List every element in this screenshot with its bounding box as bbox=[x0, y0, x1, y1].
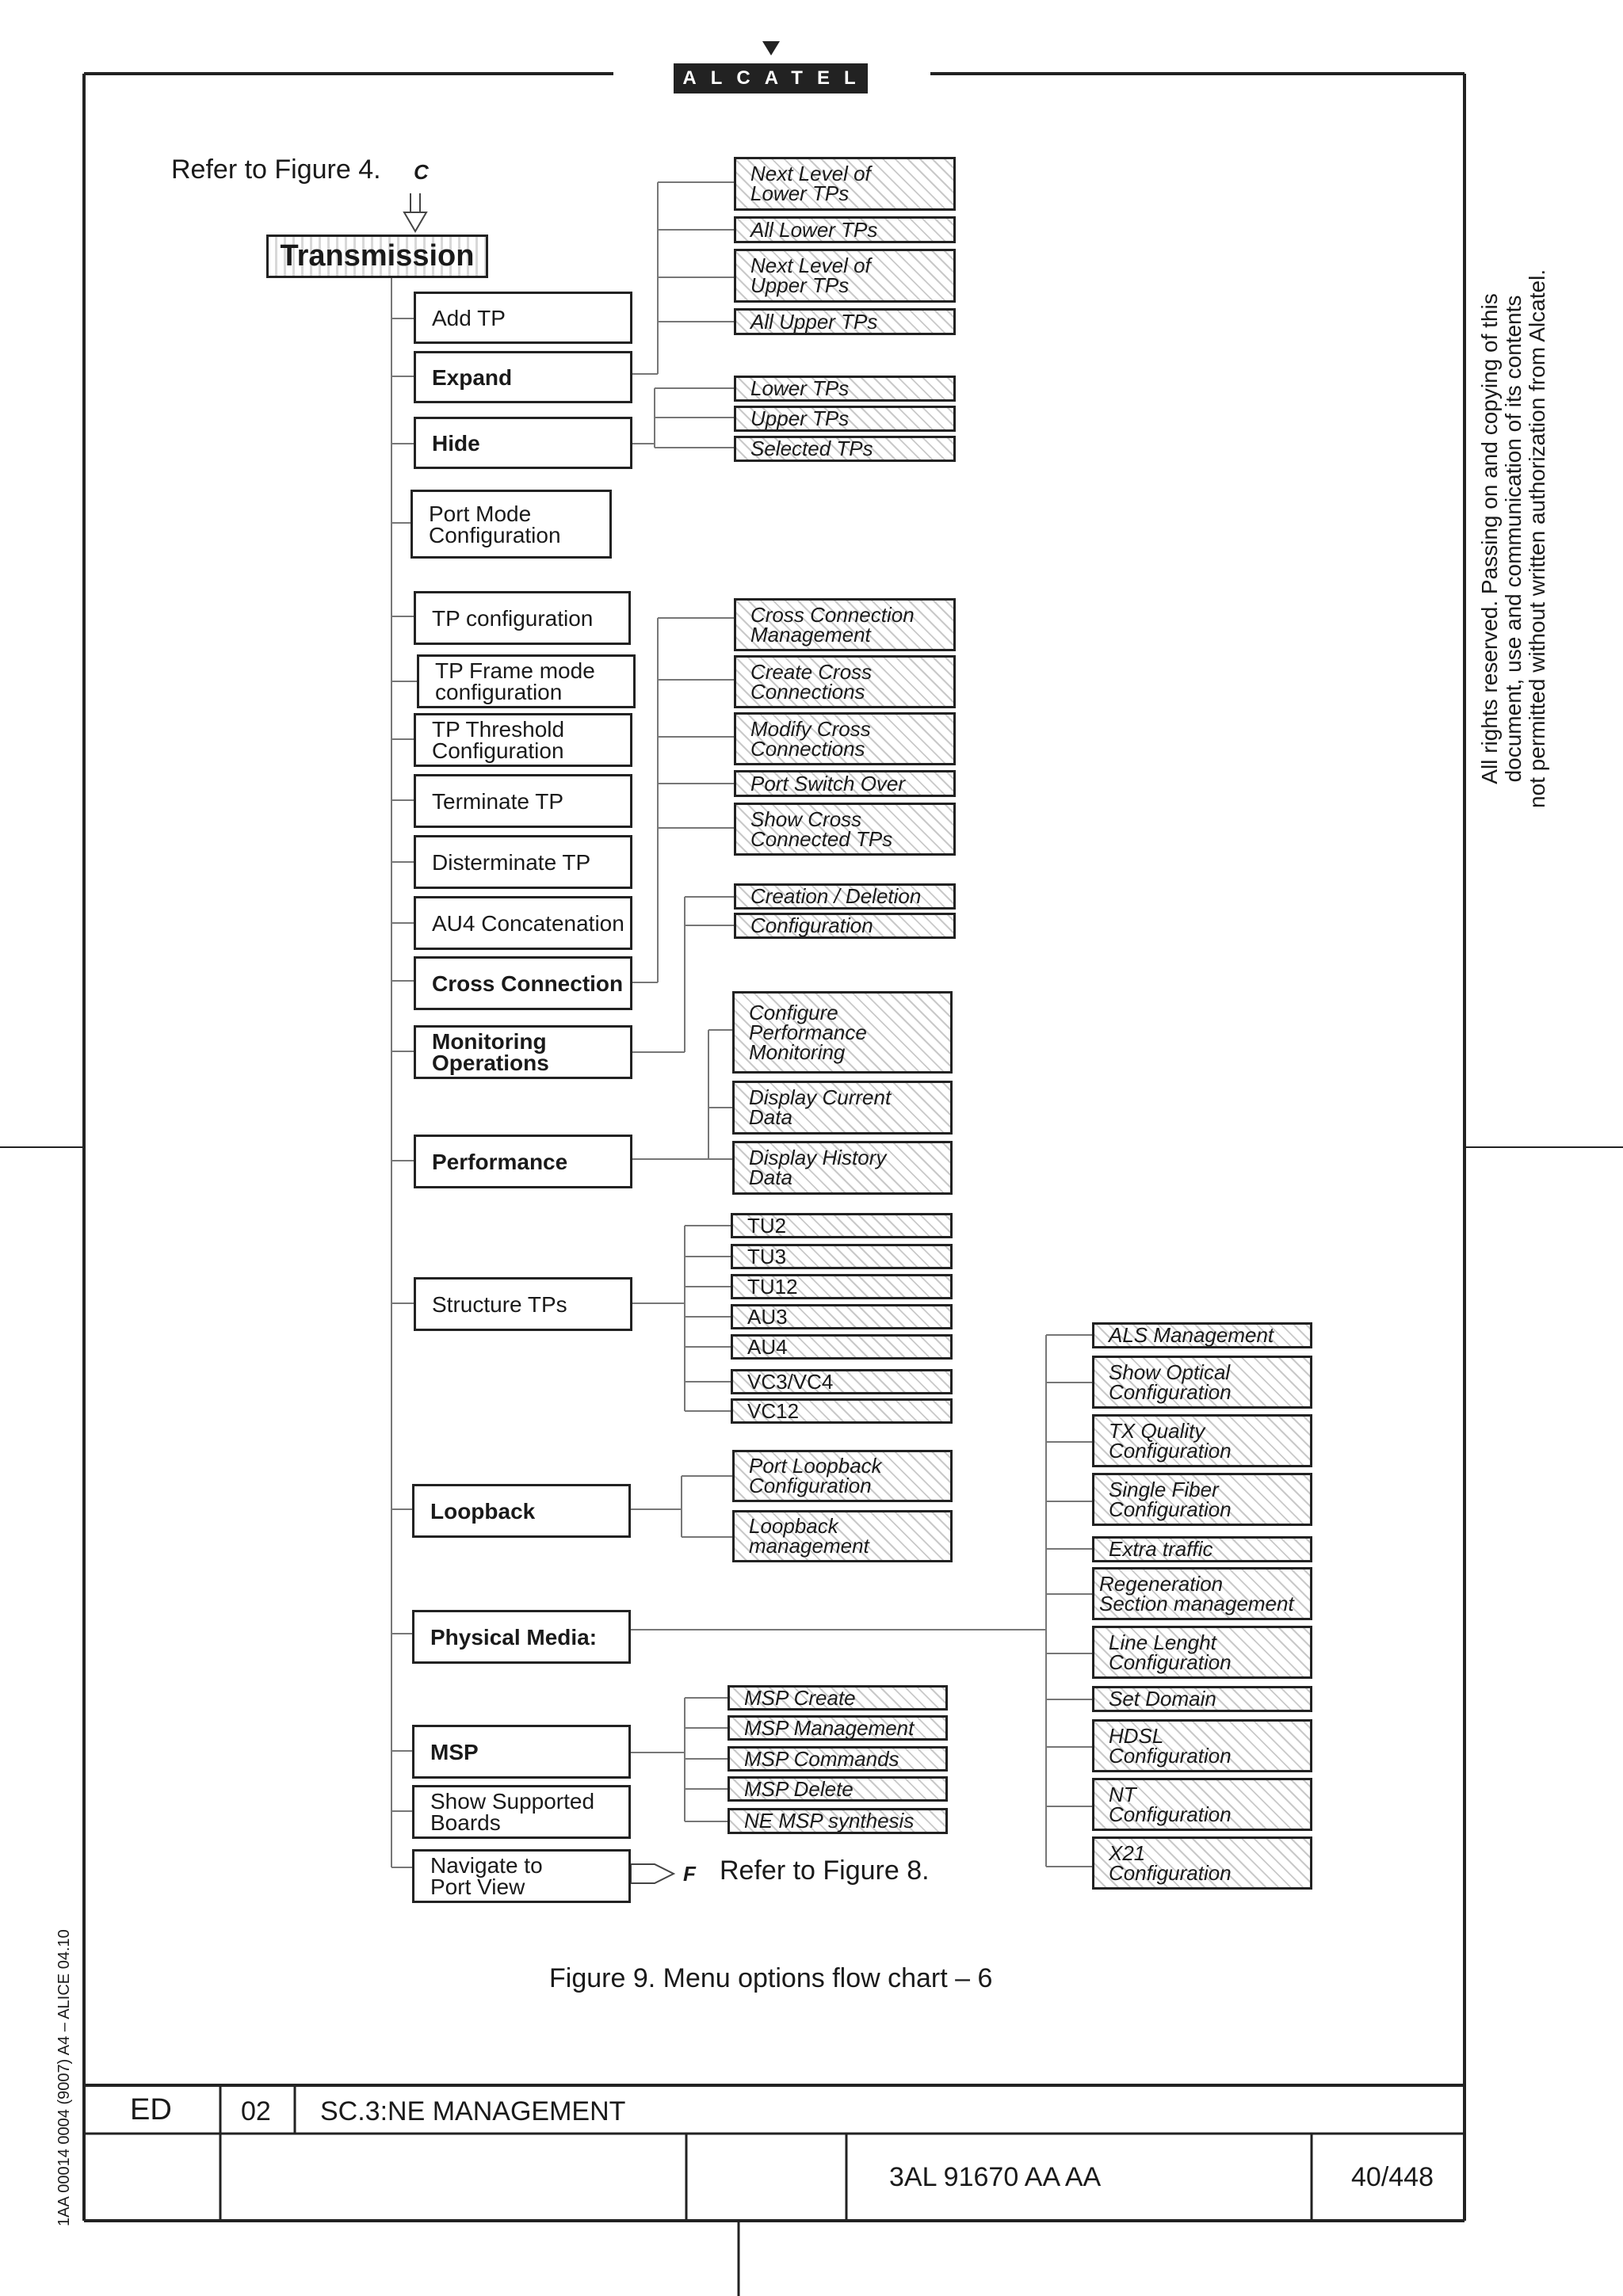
physical-media-option[interactable]: Single Fiber Configuration bbox=[1092, 1473, 1312, 1526]
menu-tp-configuration[interactable]: TP configuration bbox=[414, 591, 631, 645]
menu-loopback[interactable]: Loopback bbox=[412, 1484, 631, 1538]
structure-option[interactable]: TU2 bbox=[731, 1213, 953, 1238]
footer-doc-number: 3AL 91670 AA AA bbox=[889, 2162, 1102, 2192]
performance-option[interactable]: Display Current Data bbox=[732, 1081, 953, 1135]
cross-connection-option[interactable]: Cross Connection Management bbox=[734, 598, 956, 651]
rights-line: All rights reserved. Passing on and copying of this bbox=[1477, 293, 1502, 784]
rights-notice bbox=[1478, 269, 1549, 808]
structure-option[interactable]: AU4 bbox=[731, 1334, 953, 1360]
menu-terminate-tp[interactable]: Terminate TP bbox=[414, 774, 632, 828]
physical-media-option[interactable]: X21 Configuration bbox=[1092, 1836, 1312, 1890]
structure-option[interactable]: VC12 bbox=[731, 1398, 953, 1424]
performance-option[interactable]: Configure Performance Monitoring bbox=[732, 991, 953, 1074]
expand-option[interactable]: All Upper TPs bbox=[734, 308, 956, 335]
menu-disterminate-tp[interactable]: Disterminate TP bbox=[414, 835, 632, 889]
hide-option[interactable]: Lower TPs bbox=[734, 376, 956, 402]
footer-ed-label: ED bbox=[130, 2093, 172, 2126]
loopback-option[interactable]: Loopback management bbox=[732, 1510, 953, 1562]
physical-media-option[interactable]: ALS Management bbox=[1092, 1322, 1312, 1348]
hide-option[interactable]: Upper TPs bbox=[734, 406, 956, 432]
rights-line: document, use and communication of its contents bbox=[1501, 295, 1526, 783]
menu-msp[interactable]: MSP bbox=[412, 1725, 631, 1779]
menu-hide[interactable]: Hide bbox=[414, 417, 632, 469]
transmission-menu-title[interactable]: Transmission bbox=[266, 235, 488, 278]
structure-option[interactable]: VC3/VC4 bbox=[731, 1369, 953, 1394]
cross-connection-option[interactable]: Show Cross Connected TPs bbox=[734, 803, 956, 856]
menu-performance[interactable]: Performance bbox=[414, 1135, 632, 1188]
performance-option[interactable]: Display History Data bbox=[732, 1141, 953, 1195]
cross-connection-option[interactable]: Port Switch Over bbox=[734, 770, 956, 797]
footer-section: SC.3:NE MANAGEMENT bbox=[320, 2096, 626, 2126]
structure-option[interactable]: TU3 bbox=[731, 1244, 953, 1269]
menu-navigate-to-port-view[interactable]: Navigate to Port View bbox=[412, 1849, 631, 1903]
menu-expand[interactable]: Expand bbox=[414, 351, 632, 403]
monitoring-option[interactable]: Creation / Deletion bbox=[734, 883, 956, 910]
physical-media-option[interactable]: Show Optical Configuration bbox=[1092, 1356, 1312, 1409]
msp-option[interactable]: NE MSP synthesis bbox=[727, 1808, 948, 1834]
cross-connection-option[interactable]: Create Cross Connections bbox=[734, 655, 956, 708]
menu-port-mode-configuration[interactable]: Port Mode Configuration bbox=[411, 490, 612, 559]
msp-option[interactable]: MSP Management bbox=[727, 1715, 948, 1741]
expand-option[interactable]: All Lower TPs bbox=[734, 216, 956, 243]
cross-connection-option[interactable]: Modify Cross Connections bbox=[734, 712, 956, 765]
msp-option[interactable]: MSP Delete bbox=[727, 1776, 948, 1802]
refer-figure-4-text: Refer to Figure 4. bbox=[171, 154, 381, 185]
structure-option[interactable]: AU3 bbox=[731, 1304, 953, 1329]
connector-f-label: F bbox=[683, 1862, 696, 1886]
menu-tp-frame-mode-configuration[interactable]: TP Frame mode configuration bbox=[417, 654, 636, 708]
document-reference: 1AA 00014 0004 (9007) A4 – ALICE 04.10 bbox=[55, 1929, 73, 2226]
menu-monitoring-operations[interactable]: Monitoring Operations bbox=[414, 1025, 632, 1079]
msp-option[interactable]: MSP Commands bbox=[727, 1746, 948, 1772]
rights-line: not permitted without written authorization from Alcatel. bbox=[1525, 269, 1549, 808]
menu-cross-connection[interactable]: Cross Connection bbox=[414, 956, 632, 1010]
menu-au4-concatenation[interactable]: AU4 Concatenation bbox=[414, 896, 632, 950]
physical-media-option[interactable]: NT Configuration bbox=[1092, 1778, 1312, 1831]
menu-add-tp[interactable]: Add TP bbox=[414, 292, 632, 344]
physical-media-option[interactable]: Extra traffic bbox=[1092, 1536, 1312, 1562]
figure-caption: Figure 9. Menu options flow chart – 6 bbox=[549, 1963, 993, 1993]
menu-tp-threshold-configuration[interactable]: TP Threshold Configuration bbox=[414, 713, 632, 767]
menu-show-supported-boards[interactable]: Show Supported Boards bbox=[412, 1785, 631, 1839]
hide-option[interactable]: Selected TPs bbox=[734, 436, 956, 462]
alcatel-logo: ALCATEL bbox=[674, 63, 868, 93]
physical-media-option[interactable]: Line Lenght Configuration bbox=[1092, 1626, 1312, 1679]
monitoring-option[interactable]: Configuration bbox=[734, 913, 956, 939]
physical-media-option[interactable]: HDSL Configuration bbox=[1092, 1719, 1312, 1772]
structure-option[interactable]: TU12 bbox=[731, 1274, 953, 1299]
refer-figure-8-text: Refer to Figure 8. bbox=[720, 1855, 930, 1886]
msp-option[interactable]: MSP Create bbox=[727, 1685, 948, 1711]
physical-media-option[interactable]: Regeneration Section management bbox=[1092, 1567, 1312, 1620]
footer-page-number: 40/448 bbox=[1351, 2162, 1434, 2192]
physical-media-option[interactable]: Set Domain bbox=[1092, 1686, 1312, 1712]
connector-c-label: C bbox=[414, 160, 429, 184]
expand-option[interactable]: Next Level of Lower TPs bbox=[734, 157, 956, 211]
menu-structure-tps[interactable]: Structure TPs bbox=[414, 1277, 632, 1331]
menu-physical-media[interactable]: Physical Media: bbox=[412, 1610, 631, 1664]
loopback-option[interactable]: Port Loopback Configuration bbox=[732, 1450, 953, 1502]
physical-media-option[interactable]: TX Quality Configuration bbox=[1092, 1414, 1312, 1467]
footer-ed-value: 02 bbox=[241, 2096, 271, 2126]
expand-option[interactable]: Next Level of Upper TPs bbox=[734, 249, 956, 303]
